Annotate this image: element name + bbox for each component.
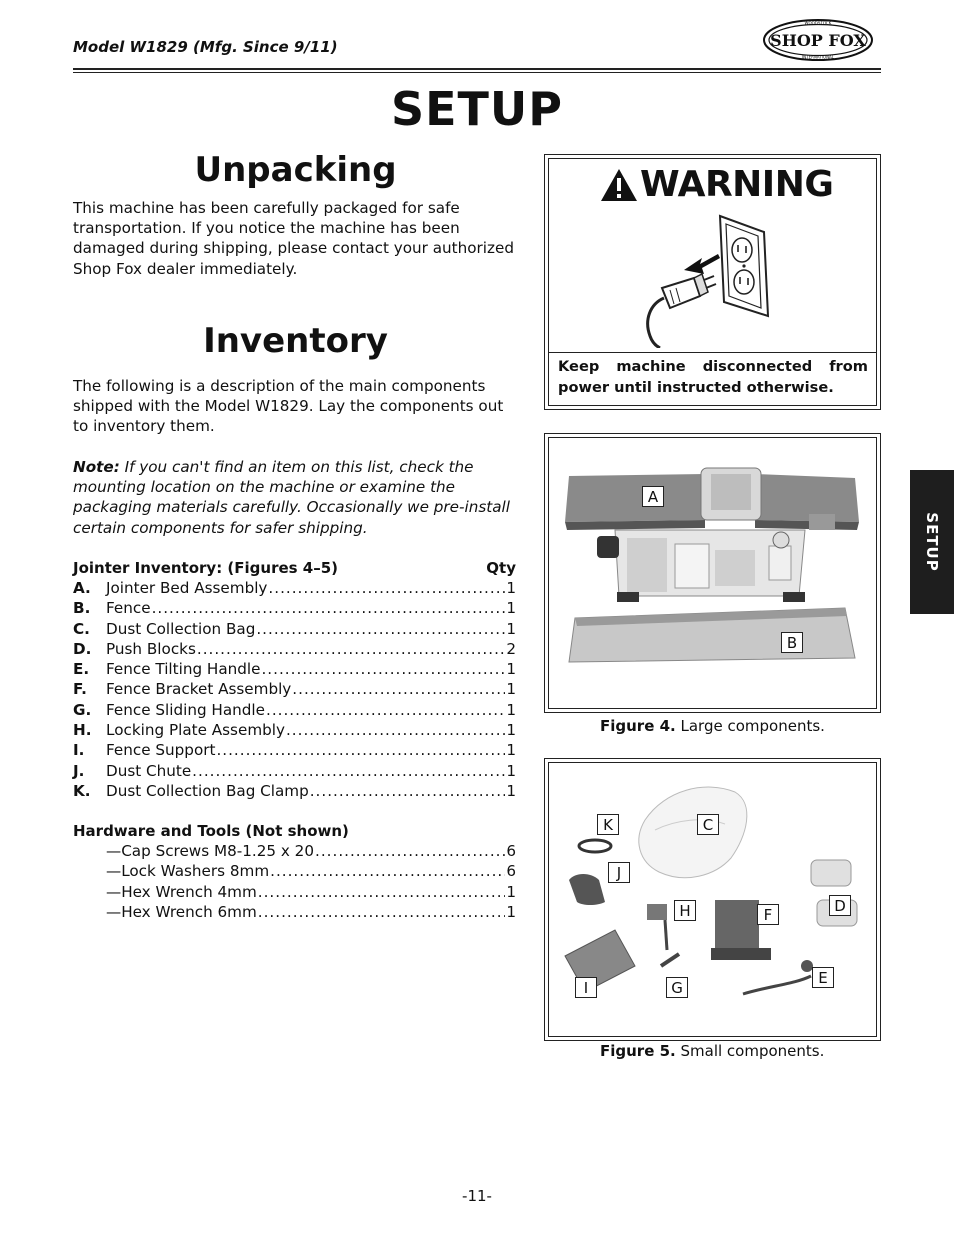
figure-label-j: J: [608, 862, 630, 883]
item-letter: B.: [73, 599, 91, 618]
unpacking-heading: Unpacking: [194, 150, 397, 190]
shop-fox-logo: [762, 18, 874, 62]
note-text: If you can't find an item on this list, check the mounting location on the machine or examine the packaging materials carefully. Occasionally we pre-install certain components for safer shipping.: [73, 458, 510, 537]
inventory-item: [73, 578, 516, 598]
figure-4-caption: [600, 717, 825, 735]
figure-label-e: E: [812, 967, 834, 988]
inventory-item: [73, 598, 516, 618]
inventory-intro: The following is a description of the main components shipped with the Model W1829. Lay the components out to inventory them.: [73, 377, 504, 436]
hardware-qty: 6: [506, 842, 516, 860]
svg-text:WOODSTOCK: WOODSTOCK: [804, 20, 832, 26]
inventory-item: [73, 761, 516, 781]
item-letter: H.: [73, 721, 92, 740]
item-letter: J.: [73, 761, 85, 780]
figure-label-k: K: [597, 814, 619, 835]
figure-label-b: B: [781, 632, 803, 653]
jointer-bed-assembly-image: [555, 458, 870, 668]
inventory-item: [73, 679, 516, 699]
hardware-name: —Cap Screws M8-1.25 x 20: [106, 842, 315, 860]
warning-title-text: WARNING: [640, 164, 834, 205]
item-letter: E.: [73, 660, 90, 679]
item-qty: 1: [506, 680, 516, 699]
inventory-item: [73, 659, 516, 679]
item-name: Dust Collection Bag Clamp: [106, 781, 309, 800]
item-name: Dust Collection Bag: [106, 619, 256, 638]
item-name: Fence Bracket Assembly: [106, 680, 292, 699]
hardware-item: [73, 841, 516, 861]
item-qty: 1: [506, 721, 516, 740]
inventory-item: [73, 720, 516, 740]
item-qty: 1: [506, 741, 516, 760]
figure-label-c: C: [697, 814, 719, 835]
warning-line-1: Keep machine disconnected from: [558, 358, 868, 375]
item-name: Jointer Bed Assembly: [106, 579, 268, 597]
side-tab-label: SETUP: [923, 512, 941, 572]
svg-text:INTERNATIONAL: INTERNATIONAL: [801, 54, 835, 60]
hardware-qty: 1: [506, 882, 516, 901]
item-qty: 1: [506, 660, 516, 679]
item-qty: 1: [506, 599, 516, 618]
hardware-header: [73, 822, 516, 840]
jointer-inventory-title: Jointer Inventory: (Figures 4–5): [73, 559, 339, 577]
figure-label-i: I: [575, 977, 597, 998]
hardware-qty: 1: [506, 902, 516, 921]
hardware-list: [73, 841, 516, 922]
inventory-item: [73, 781, 516, 801]
item-name: Locking Plate Assembly: [106, 721, 285, 740]
hardware-qty: 6: [506, 862, 516, 881]
item-qty: 1: [506, 761, 516, 780]
inventory-item: [73, 619, 516, 639]
item-name: Dust Chute: [106, 761, 192, 780]
page-title: SETUP: [391, 82, 563, 136]
inventory-item: [73, 700, 516, 720]
item-name: Fence Support: [106, 741, 216, 760]
warning-triangle-icon: [600, 168, 638, 202]
hardware-name: —Hex Wrench 4mm: [106, 882, 257, 901]
item-name: Push Blocks: [106, 639, 196, 658]
item-name: Fence Sliding Handle: [106, 700, 265, 719]
item-letter: I.: [73, 741, 85, 760]
inventory-heading: Inventory: [203, 321, 388, 361]
figure-5-caption-text: Small components.: [675, 1042, 825, 1060]
section-side-tab: [910, 470, 954, 614]
warning-line-2: power until instructed otherwise.: [558, 379, 834, 396]
item-qty: 1: [506, 700, 516, 719]
warning-title: [600, 164, 833, 205]
item-qty: 1: [506, 619, 516, 638]
note-label: Note:: [73, 458, 120, 476]
warning-text: [558, 356, 868, 398]
page-number: -11-: [462, 1187, 492, 1205]
unpacking-text: This machine has been carefully packaged for safe transportation. If you notice the machine has been damaged during shipping, please contact your authorized Shop Fox dealer immediately.: [73, 199, 514, 278]
warning-divider: [548, 352, 877, 353]
item-letter: G.: [73, 700, 92, 719]
qty-header: Qty: [486, 559, 516, 577]
figure-label-d: D: [829, 895, 851, 916]
inventory-item: [73, 740, 516, 760]
figure-5-caption-label: Figure 5.: [600, 1042, 676, 1060]
item-letter: F.: [73, 680, 87, 699]
hardware-item: [73, 861, 516, 881]
inventory-note: [73, 457, 518, 538]
hardware-name: —Lock Washers 8mm: [106, 862, 270, 881]
figure-5-caption: [600, 1042, 824, 1060]
hardware-item: [73, 902, 516, 922]
figure-label-a: A: [642, 486, 664, 507]
figure-4-caption-text: Large components.: [675, 717, 825, 735]
figure-label-f: F: [757, 904, 779, 925]
header-rule-thin: [73, 72, 881, 73]
header-rule: [73, 68, 881, 70]
figure-4-caption-label: Figure 4.: [600, 717, 676, 735]
unplug-illustration: [640, 212, 780, 348]
item-qty: 1: [506, 579, 516, 597]
item-qty: 2: [506, 639, 516, 658]
item-letter: K.: [73, 781, 91, 800]
item-name: Fence: [106, 599, 151, 618]
figure-label-h: H: [674, 900, 696, 921]
inventory-item: [73, 639, 516, 659]
item-letter: A.: [73, 579, 91, 597]
svg-text:SHOP FOX: SHOP FOX: [770, 31, 866, 50]
item-letter: C.: [73, 619, 90, 638]
jointer-inventory-list: [73, 578, 516, 801]
item-qty: 1: [506, 781, 516, 800]
hardware-item: [73, 882, 516, 902]
header-model-text: Model W1829 (Mfg. Since 9/11): [73, 38, 338, 56]
item-name: Fence Tilting Handle: [106, 660, 261, 679]
hardware-title: Hardware and Tools (Not shown): [73, 822, 349, 840]
figure-label-g: G: [666, 977, 688, 998]
jointer-inventory-header: [73, 559, 516, 577]
hardware-name: —Hex Wrench 6mm: [106, 902, 257, 921]
item-letter: D.: [73, 639, 92, 658]
